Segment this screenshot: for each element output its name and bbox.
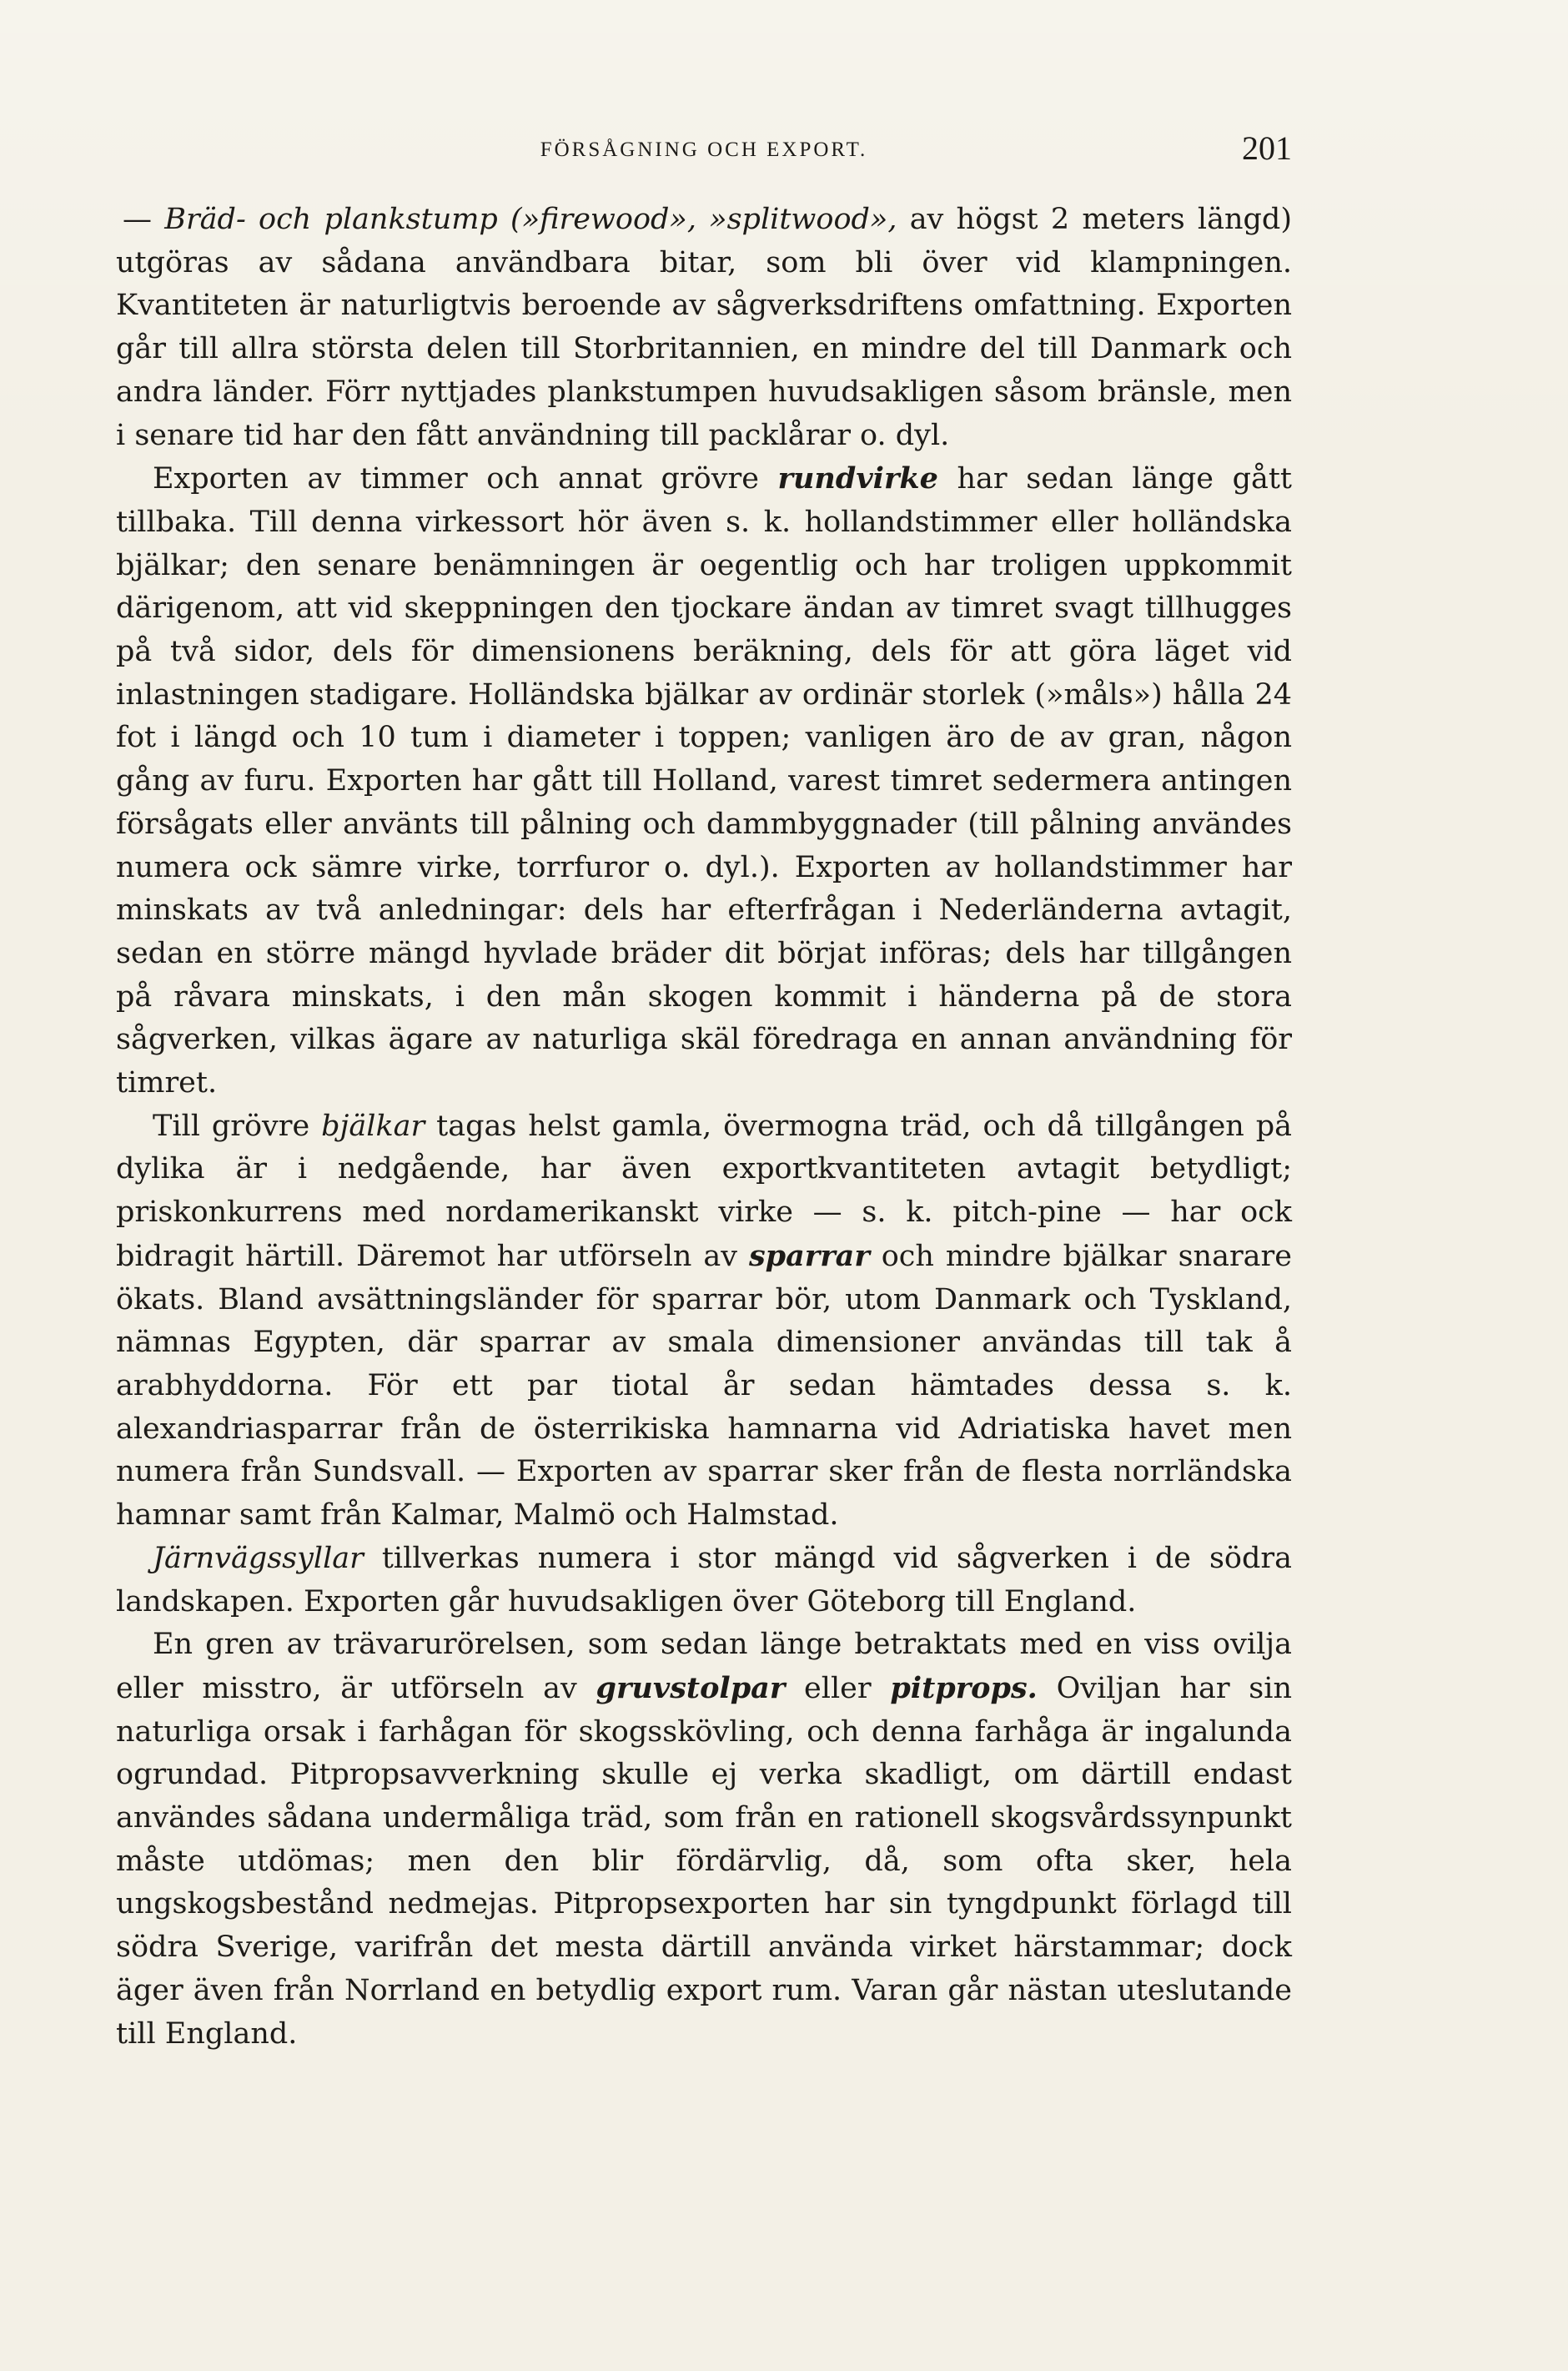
paragraph-text: Exporten av timmer och annat grövre [153, 462, 778, 496]
paragraph-text: har sedan länge gått tillbaka. Till denna virkessort hör även s. k. hollandstimmer eller holländska bjälkar; den senare benämningen är oegentlig och har troligen uppkommit därigenom, att vid skeppningen den tjockare ändan av timret svagt tillhugges på två sidor, dels för dimensionens beräkning, dels för att göra läget vid inlastningen stadigare. Holländska bjälkar av ordinär storlek (»måls») hålla 24 fot i längd och 10 tum i diameter i toppen; vanligen äro de av gran, någon gång av furu. Exporten har gått till Holland, varest timret sedermera antingen försågats eller använts till pålning och dammbyggnader (till pålning användes numera ock sämre virke, torrfuror o. dyl.). Exporten av hollandstimmer har minskats av två anledningar: dels har efterfrågan i Nederländerna avtagit, sedan en större mängd hyvlade bräder dit börjat införas; dels har tillgången på råvara minskats, i den mån skogen kommit i händerna på de stora sågverken, vilkas ägare av naturliga skäl föredraga en annan användning för timret. [116, 462, 1292, 1100]
term-bjalkar: bjälkar [321, 1109, 425, 1143]
paragraph-text: En gren av trävarurörelsen, som sedan länge betraktats med en viss ovilja eller misstro, är utförseln av [116, 1628, 1292, 1705]
paragraph-text: av högst 2 meters längd) utgöras av sådana användbara bitar, som bli över vid klampningen. Kvantiteten är naturligtvis beroende av sågverksdriftens omfattning. Exporten går till allra största delen till Storbritannien, en mindre del till Danmark och andra länder. Förr nyttjades plankstumpen huvudsakligen såsom bränsle, men i senare tid har den fått användning till packlårar o. dyl. [116, 203, 1292, 452]
paragraph-text: tagas helst gamla, övermogna träd, och då tillgången på dylika är i nedgående, har även exportkvantiteten avtagit betydligt; priskonkurrens med nordamerikanskt virke — s. k. pitch-pine — har ock bidragit härtill. Däremot har utförseln av [116, 1109, 1292, 1273]
term-gruvstolpar: gruvstolpar [596, 1670, 786, 1705]
term-firewood: Bräd- och plankstump (»firewood», »splitwood», [164, 203, 897, 236]
paragraph-jarnvagssyllar [116, 1538, 1292, 1623]
page-number: 201 [1242, 129, 1292, 167]
paragraph-pitprops [116, 1623, 1292, 2056]
paragraph-bjalkar [116, 1105, 1292, 1538]
paragraph-firewood [116, 199, 1292, 457]
paragraph-dash: — [123, 203, 165, 236]
body-text [116, 199, 1292, 2056]
paragraph-text: och mindre bjälkar snarare ökats. Bland avsättningsländer för sparrar bör, utom Danmark och Tyskland, nämnas Egypten, där sparrar av smala dimensioner användas till tak å arabhyddorna. För ett par tiotal år sedan hämtades dessa s. k. alexandriasparrar från de österrikiska hamnarna vid Adriatiska havet men numera från Sundsvall. — Exporten av sparrar sker från de flesta norrländska hamnar samt från Kalmar, Malmö och Halmstad. [116, 1239, 1292, 1533]
paragraph-text: Till grövre [153, 1109, 322, 1143]
term-pitprops: pitprops. [890, 1670, 1038, 1705]
term-sparrar: sparrar [748, 1238, 870, 1273]
term-jarnvagssyllar: Järnvägssyllar [153, 1541, 364, 1575]
running-title: FÖRSÅGNING OCH EXPORT. [540, 138, 868, 161]
paragraph-text: tillverkas numera i stor mängd vid sågverken i de södra landskapen. Exporten går huvudsakligen över Göteborg till England. [116, 1541, 1292, 1618]
term-rundvirke: rundvirke [777, 461, 938, 496]
paragraph-text: Oviljan har sin naturliga orsak i farhågan för skogsskövling, och denna farhåga är ingalunda ogrundad. Pitpropsavverkning skulle ej verka skadligt, om därtill endast användes sådana undermåliga träd, som från en rationell skogsvårdssynpunkt måste utdömas; men den blir fördärvlig, då, som ofta sker, hela ungskogsbestånd nedmejas. Pitpropsexporten har sin tyngdpunkt förlagd till södra Sverige, varifrån det mesta därtill använda virket härstammar; dock äger även från Norrland en betydlig export rum. Varan går nästan uteslutande till England. [116, 1671, 1293, 2051]
paragraph-rundvirke [116, 457, 1292, 1105]
page-header [116, 129, 1292, 180]
paragraph-text: eller [785, 1671, 891, 1705]
